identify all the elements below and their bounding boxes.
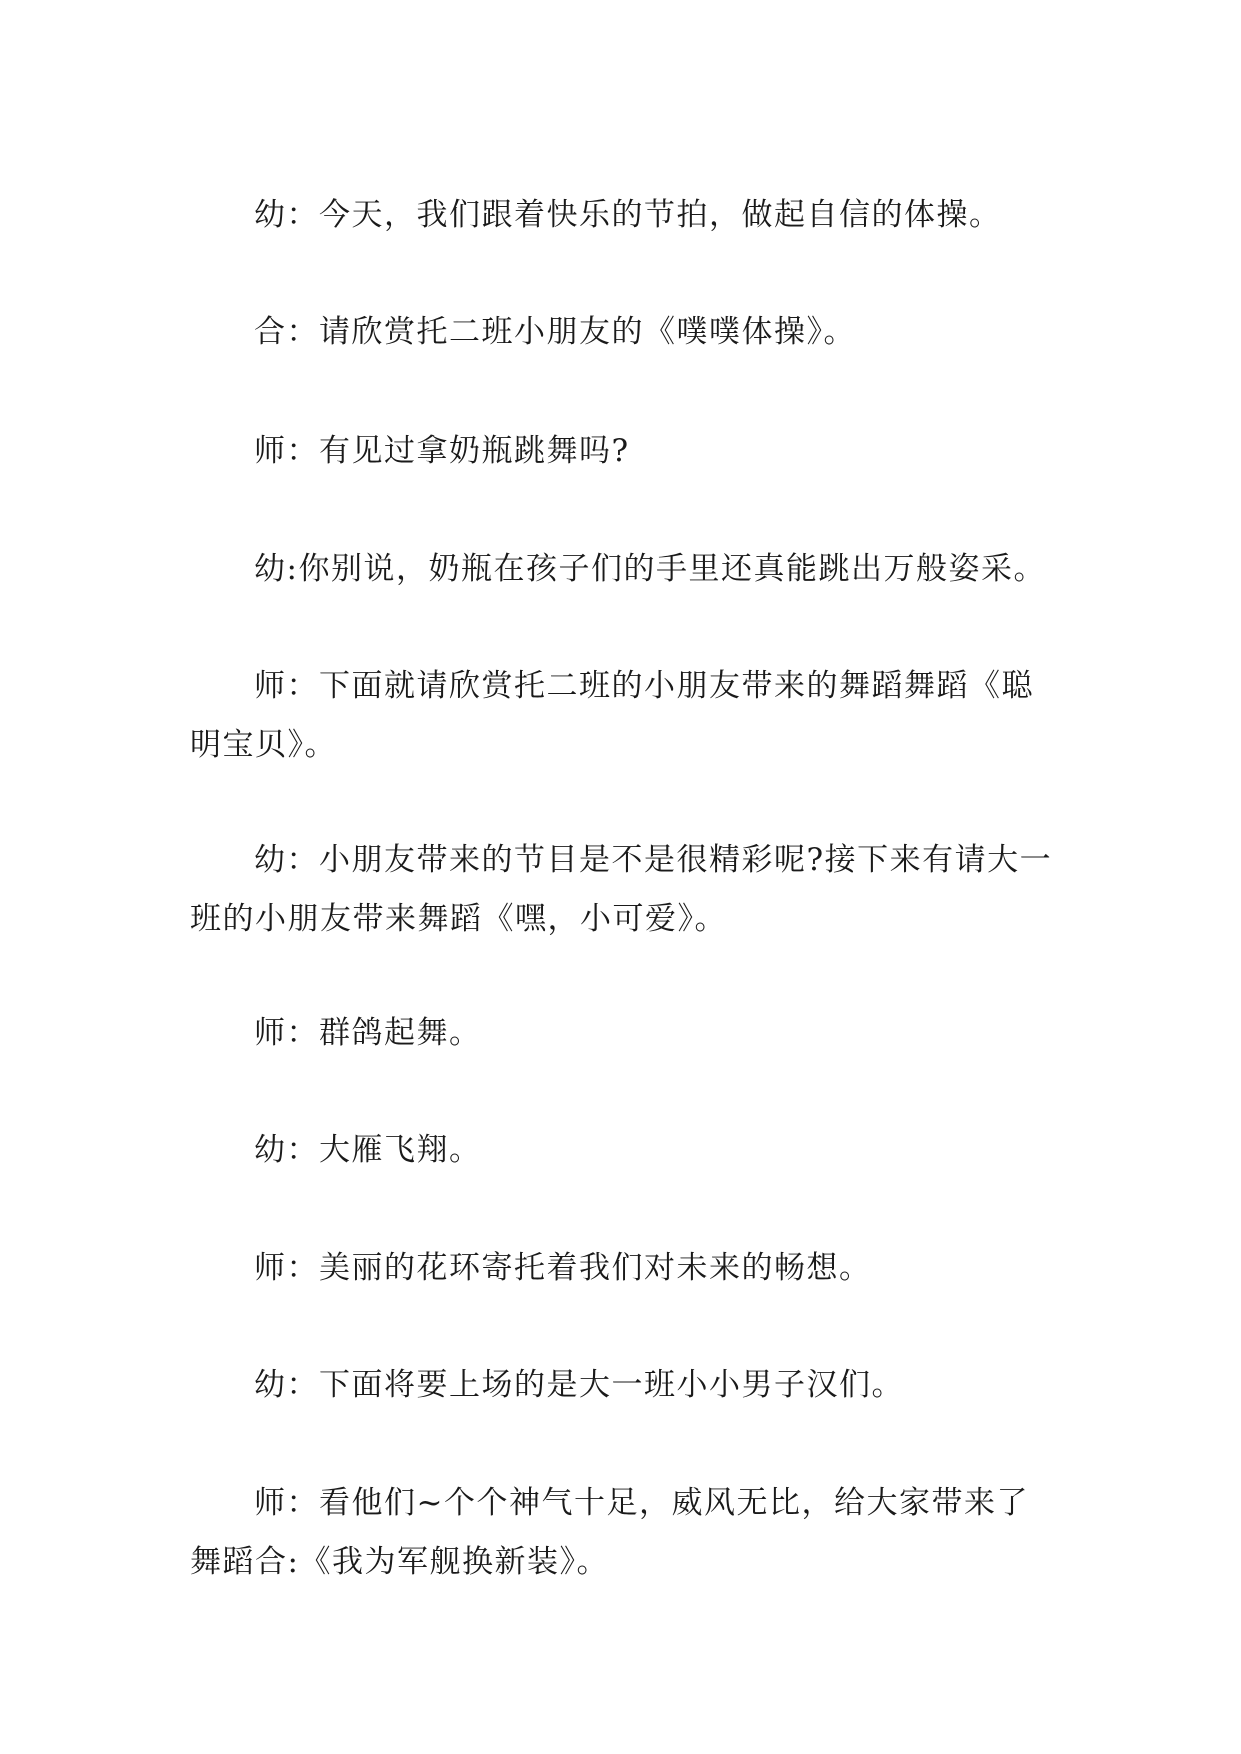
paragraph-6: 幼：小朋友带来的节目是不是很精彩呢?接下来有请大一班的小朋友带来舞蹈《嘿，小可爱》。 bbox=[190, 842, 1053, 937]
paragraph-9: 师：美丽的花环寄托着我们对未来的畅想。 bbox=[254, 1250, 872, 1286]
paragraph-2: 合：请欣赏托二班小朋友的《噗噗体操》。 bbox=[254, 314, 856, 350]
paragraph-1: 幼：今天，我们跟着快乐的节拍，做起自信的体操。 bbox=[254, 197, 1002, 233]
paragraph-10: 幼：下面将要上场的是大一班小小男子汉们。 bbox=[254, 1367, 904, 1403]
paragraph-11: 师：看他们~个个神气十足，威风无比，给大家带来了舞蹈合:《我为军舰换新装》。 bbox=[190, 1485, 1029, 1580]
paragraph-8: 幼：大雁飞翔。 bbox=[254, 1132, 482, 1168]
paragraph-3: 师：有见过拿奶瓶跳舞吗? bbox=[254, 433, 630, 469]
paragraph-7: 师：群鸽起舞。 bbox=[254, 1015, 482, 1051]
paragraph-4: 幼:你别说，奶瓶在孩子们的手里还真能跳出万般姿采。 bbox=[254, 551, 1046, 587]
paragraph-5: 师：下面就请欣赏托二班的小朋友带来的舞蹈舞蹈《聪明宝贝》。 bbox=[190, 668, 1034, 763]
